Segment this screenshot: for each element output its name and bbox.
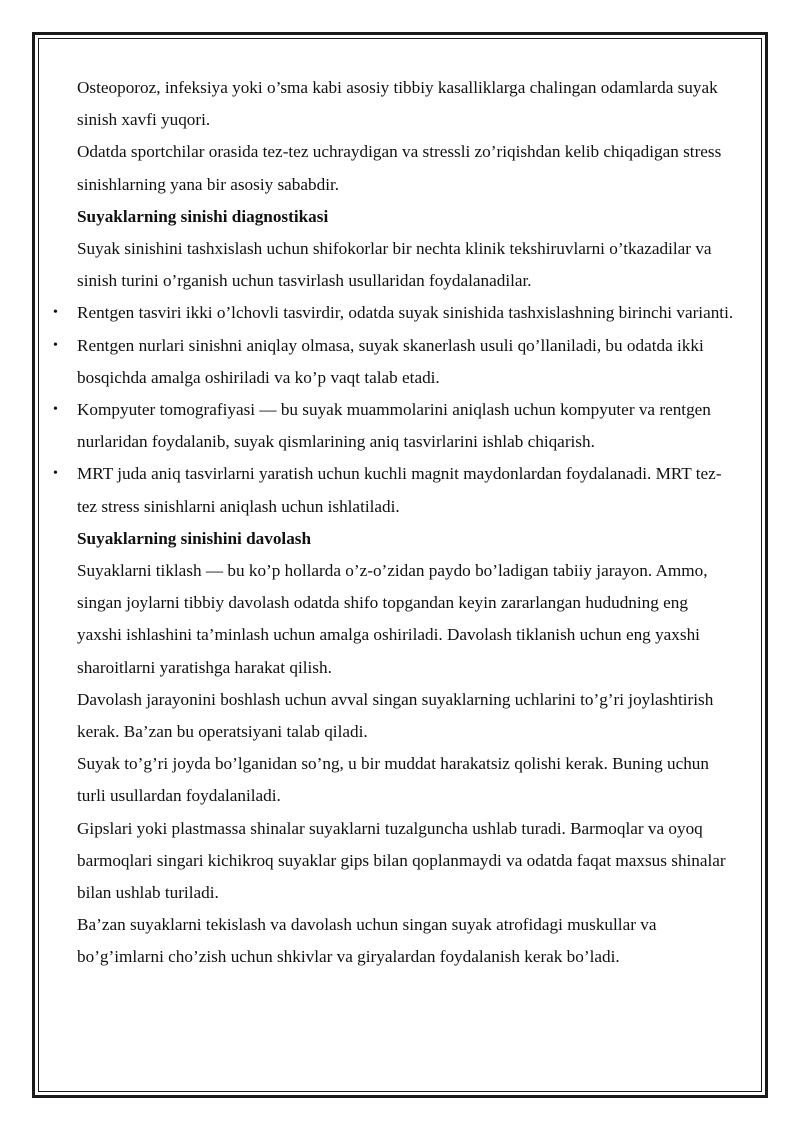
document-body <box>53 72 737 974</box>
bullet-icon: • <box>53 466 58 482</box>
paragraph: Odatda sportchilar orasida tez-tez uchraydigan va stressli zo’riqishdan kelib chiqadigan stress sinishlarning yana bir asosiy sababdir. <box>77 142 722 194</box>
list-item <box>53 330 737 394</box>
section-heading-diagnostics: Suyaklarning sinishi diagnostikasi <box>77 206 329 226</box>
paragraph: Suyak sinishini tashxislash uchun shifokorlar bir nechta klinik tekshiruvlarni o’tkazadilar va sinish turini o’rganish uchun tasvirlash usullaridan foydalanadilar. <box>77 239 712 291</box>
list-item-text: Rentgen tasviri ikki o’lchovli tasvirdir, odatda suyak sinishida tashxislashning birinchi varianti. <box>77 303 734 323</box>
list-item-text: MRT juda aniq tasvirlarni yaratish uchun kuchli magnit maydonlardan foydalanadi. MRT tez-tez stress sinishlarni aniqlash uchun ishlatiladi. <box>77 464 722 516</box>
list-item <box>53 458 737 522</box>
section-heading-treatment: Suyaklarning sinishini davolash <box>77 528 312 548</box>
paragraph: Osteoporoz, infeksiya yoki o’sma kabi asosiy tibbiy kasalliklarga chalingan odamlarda suyak sinish xavfi yuqori. <box>77 78 718 130</box>
list-item-text: Rentgen nurlari sinishni aniqlay olmasa, suyak skanerlash usuli qo’llaniladi, bu odatda ikki bosqichda amalga oshiriladi va ko’p vaqt talab etadi. <box>77 335 704 387</box>
bullet-icon: • <box>53 402 58 418</box>
paragraph: Gipslari yoki plastmassa shinalar suyaklarni tuzalguncha ushlab turadi. Barmoqlar va oyoq barmoqlari singari kichikroq suyaklar gips bilan qoplanmaydi va odatda faqat maxsus shinalar bilan ushlab turiladi. <box>77 818 726 903</box>
paragraph: Davolash jarayonini boshlash uchun avval singan suyaklarning uchlarini to’g’ri joylashtirish kerak. Ba’zan bu operatsiyani talab qiladi. <box>77 689 714 742</box>
bullet-icon: • <box>53 305 58 321</box>
diagnostics-bullet-list <box>53 297 737 522</box>
paragraph: Ba’zan suyaklarni tekislash va davolash uchun singan suyak atrofidagi muskullar va bo’g’imlarni cho’zish uchun shkivlar va giryalardan foydalanish kerak bo’ladi. <box>77 915 657 967</box>
bullet-icon: • <box>53 337 58 353</box>
list-item-text: Kompyuter tomografiyasi — bu suyak muammolarini aniqlash uchun kompyuter va rentgen nurlaridan foydalanib, suyak qismlarining aniq tasvirlarini ishlab chiqarish. <box>77 400 711 452</box>
list-item <box>53 394 737 458</box>
paragraph: Suyaklarni tiklash — bu ko’p hollarda o’z-o’zidan paydo bo’ladigan tabiiy jarayon. Ammo, singan joylarni tibbiy davolash odatda shifo topgandan keyin zararlangan hududning eng yaxshi ishlashini ta’minlash uchun amalga oshiriladi. Davolash tiklanish uchun eng yaxshi sharoitlarni yaratishga harakat qilish. <box>77 561 708 677</box>
list-item <box>53 297 737 329</box>
paragraph: Suyak to’g’ri joyda bo’lganidan so’ng, u bir muddat harakatsiz qolishi kerak. Buning uchun turli usullardan foydalaniladi. <box>77 754 709 806</box>
